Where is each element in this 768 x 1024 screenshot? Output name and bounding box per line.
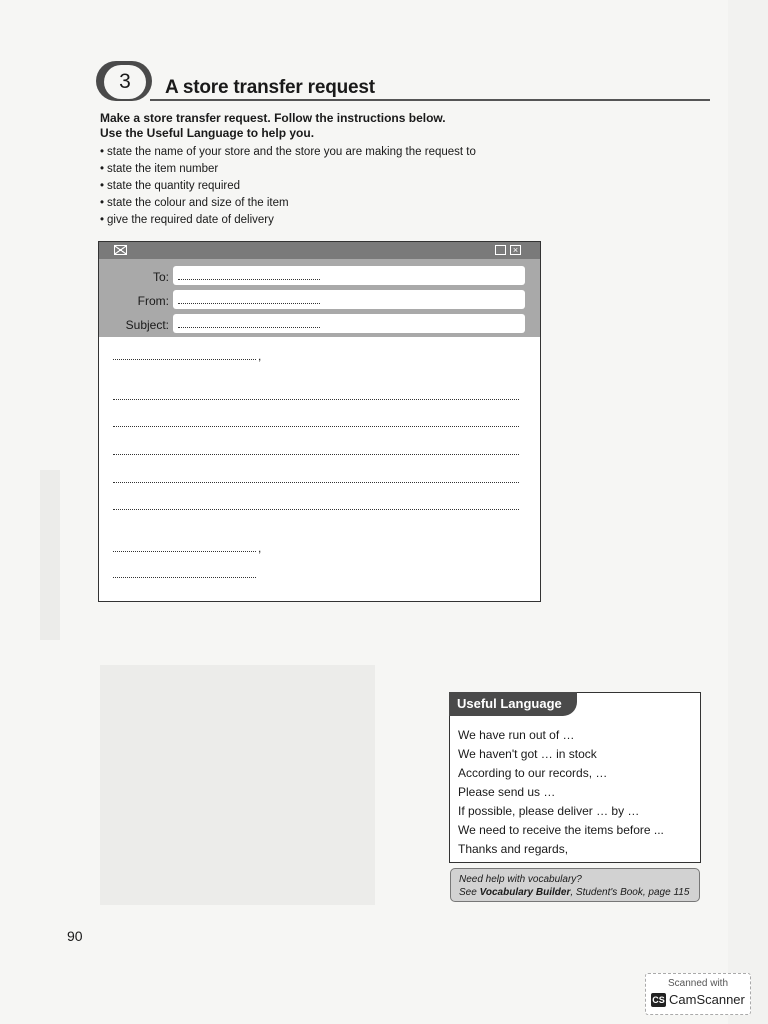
phrase-item: If possible, please deliver … by … [458,804,640,818]
vocab-suffix: , Student's Book, page 115 [570,887,690,898]
section-title: A store transfer request [165,77,375,98]
bullet-item: • state the item number [100,161,476,178]
body-line[interactable] [113,482,519,483]
camscanner-logo-icon: CS [652,995,665,1005]
phrase-item: Thanks and regards, [458,842,569,856]
email-header [99,259,540,337]
useful-language-list [458,726,664,859]
email-window [98,241,541,602]
body-line[interactable] [113,509,519,510]
bullet-item: • state the quantity required [100,178,476,195]
to-field[interactable] [173,266,525,285]
from-field[interactable] [173,290,525,309]
bullet-item: • state the colour and size of the item [100,195,476,212]
email-title-bar [99,242,540,259]
useful-language-title: Useful Language [449,692,577,716]
phrase-item: We haven't got … in stock [458,747,597,761]
salutation-line[interactable] [113,359,256,360]
from-label: From: [137,294,169,308]
vocabulary-help-note [450,868,700,902]
phrase-item: Please send us … [458,785,556,799]
scanner-caption: Scanned with [667,978,729,989]
salutation-comma: , [258,349,262,363]
page-number: 90 [67,928,83,944]
camscanner-watermark [645,973,751,1015]
title-divider [150,99,710,101]
bullet-item: • give the required date of delivery [100,212,476,229]
instructions [100,111,446,141]
task-bullet-list [100,144,476,229]
subject-field[interactable] [173,314,525,333]
instruction-line-2: Use the Useful Language to help you. [100,126,315,140]
vocab-help-line-2 [459,886,699,899]
bleed-through-block [100,665,375,905]
minimize-icon [495,245,506,255]
subject-label: Subject: [125,318,169,332]
vocab-prefix: See [459,887,480,898]
vocab-help-line-1: Need help with vocabulary? [459,874,582,885]
bleed-through-strip [40,470,60,640]
scanner-name: CamScanner [669,992,745,1007]
signature-line[interactable] [113,577,256,578]
close-icon: × [510,245,521,255]
body-line[interactable] [113,454,519,455]
vocab-builder-ref: Vocabulary Builder [479,887,571,898]
instruction-line-1: Make a store transfer request. Follow the instructions below. [100,111,446,125]
envelope-icon [114,245,127,255]
closing-comma: , [258,541,262,555]
phrase-item: We need to receive the items before ... [458,823,664,837]
to-label: To: [152,270,169,284]
body-line[interactable] [113,399,519,400]
phrase-item: We have run out of … [458,728,575,742]
closing-line[interactable] [113,551,256,552]
section-number: 3 [104,65,146,99]
phrase-item: According to our records, … [458,766,608,780]
bullet-item: • state the name of your store and the store you are making the request to [100,144,476,161]
body-line[interactable] [113,426,519,427]
